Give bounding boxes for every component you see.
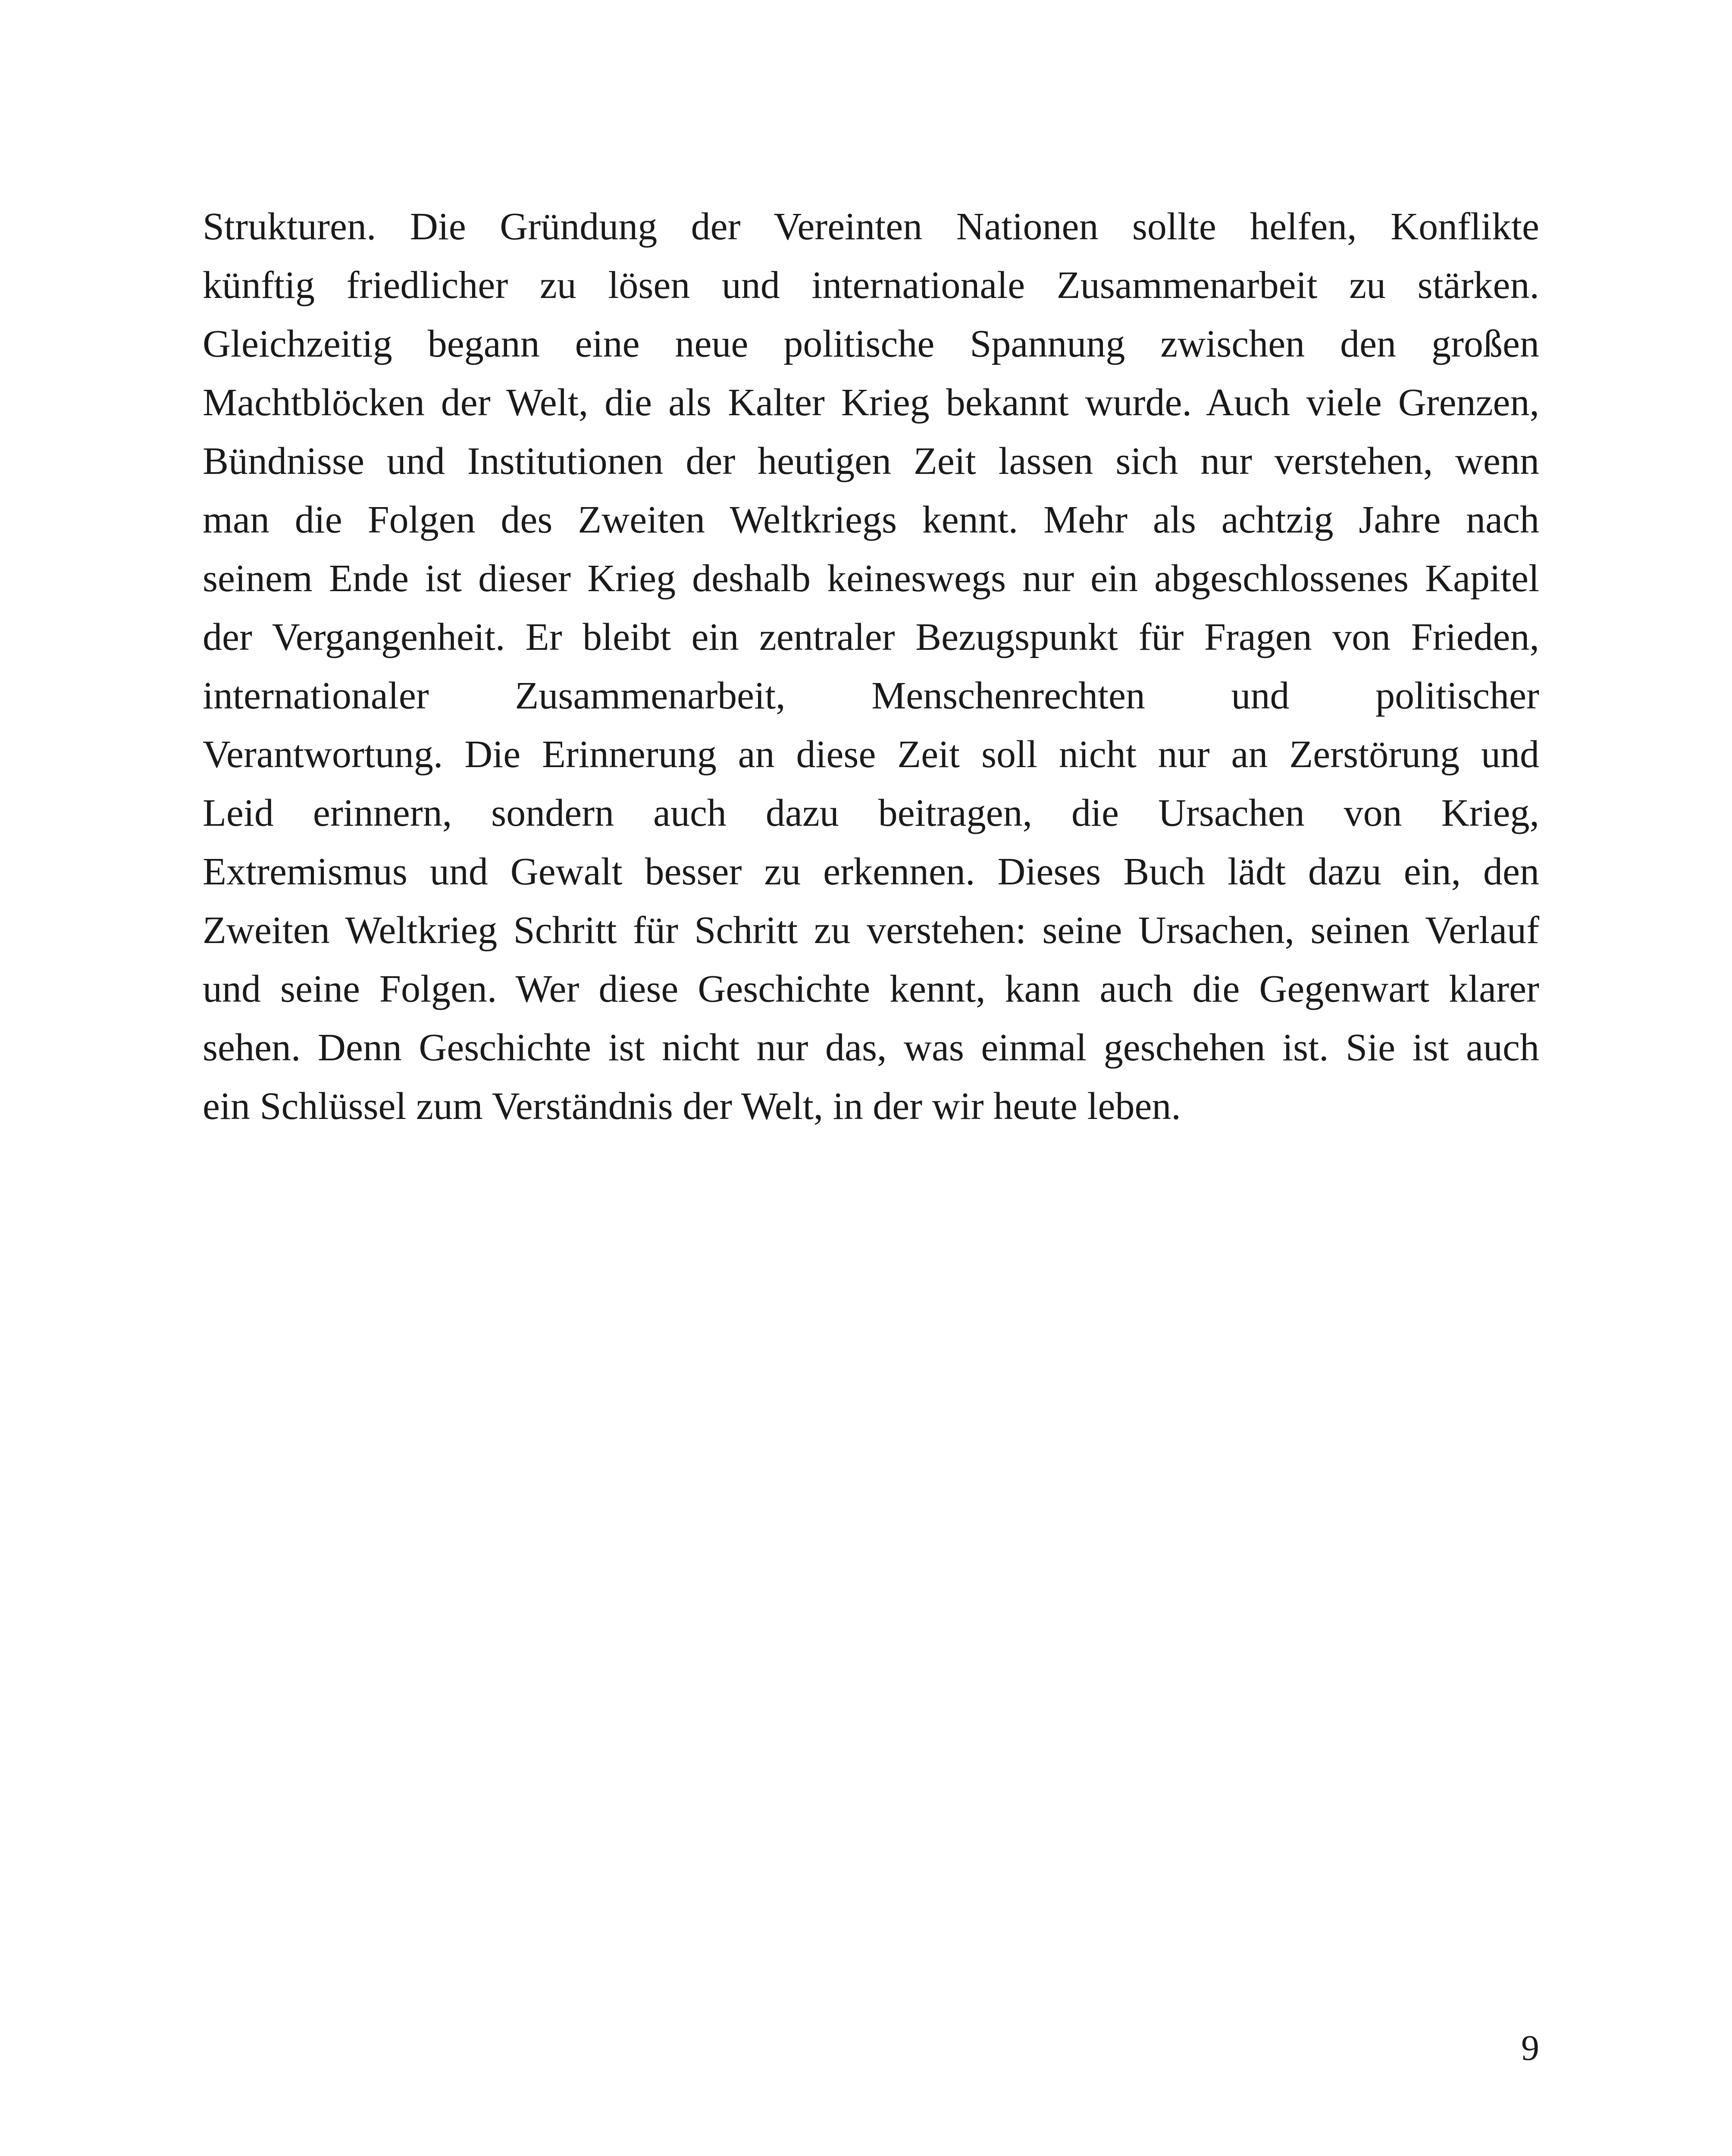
text-line: künftig friedlicher zu lösen und internationale Zusammenarbeit zu stärken. xyxy=(203,264,1539,307)
text-line: und seine Folgen. Wer diese Geschichte kennt, kann auch die Gegenwart klarer xyxy=(203,968,1539,1010)
text-line: Machtblöcken der Welt, die als Kalter Krieg bekannt wurde. Auch viele Grenzen, xyxy=(203,381,1539,424)
text-line: Strukturen. Die Gründung der Vereinten Nationen sollte helfen, Konflikte xyxy=(203,205,1539,248)
text-line: Bündnisse und Institutionen der heutigen Zeit lassen sich nur verstehen, wenn xyxy=(203,440,1539,483)
text-line: der Vergangenheit. Er bleibt ein zentraler Bezugspunkt für Fragen von Frieden, xyxy=(203,616,1539,658)
body-paragraph xyxy=(203,197,1539,1136)
page-number: 9 xyxy=(1521,2028,1539,2068)
text-line: Gleichzeitig begann eine neue politische Spannung zwischen den großen xyxy=(203,323,1539,365)
text-line: Leid erinnern, sondern auch dazu beitragen, die Ursachen von Krieg, xyxy=(203,792,1539,834)
text-line: ein Schlüssel zum Verständnis der Welt, in der wir heute leben. xyxy=(203,1085,1181,1128)
text-line: sehen. Denn Geschichte ist nicht nur das, was einmal geschehen ist. Sie ist auch xyxy=(203,1026,1539,1069)
text-line: Zweiten Weltkrieg Schritt für Schritt zu verstehen: seine Ursachen, seinen Verlauf xyxy=(203,909,1539,952)
text-line: Verantwortung. Die Erinnerung an diese Zeit soll nicht nur an Zerstörung und xyxy=(203,733,1539,776)
text-line: Extremismus und Gewalt besser zu erkennen. Dieses Buch lädt dazu ein, den xyxy=(203,850,1539,893)
text-line: internationaler Zusammenarbeit, Menschenrechten und politischer xyxy=(203,674,1539,717)
text-line: seinem Ende ist dieser Krieg deshalb keineswegs nur ein abgeschlossenes Kapitel xyxy=(203,557,1539,600)
text-line: man die Folgen des Zweiten Weltkriegs kennt. Mehr als achtzig Jahre nach xyxy=(203,498,1539,541)
